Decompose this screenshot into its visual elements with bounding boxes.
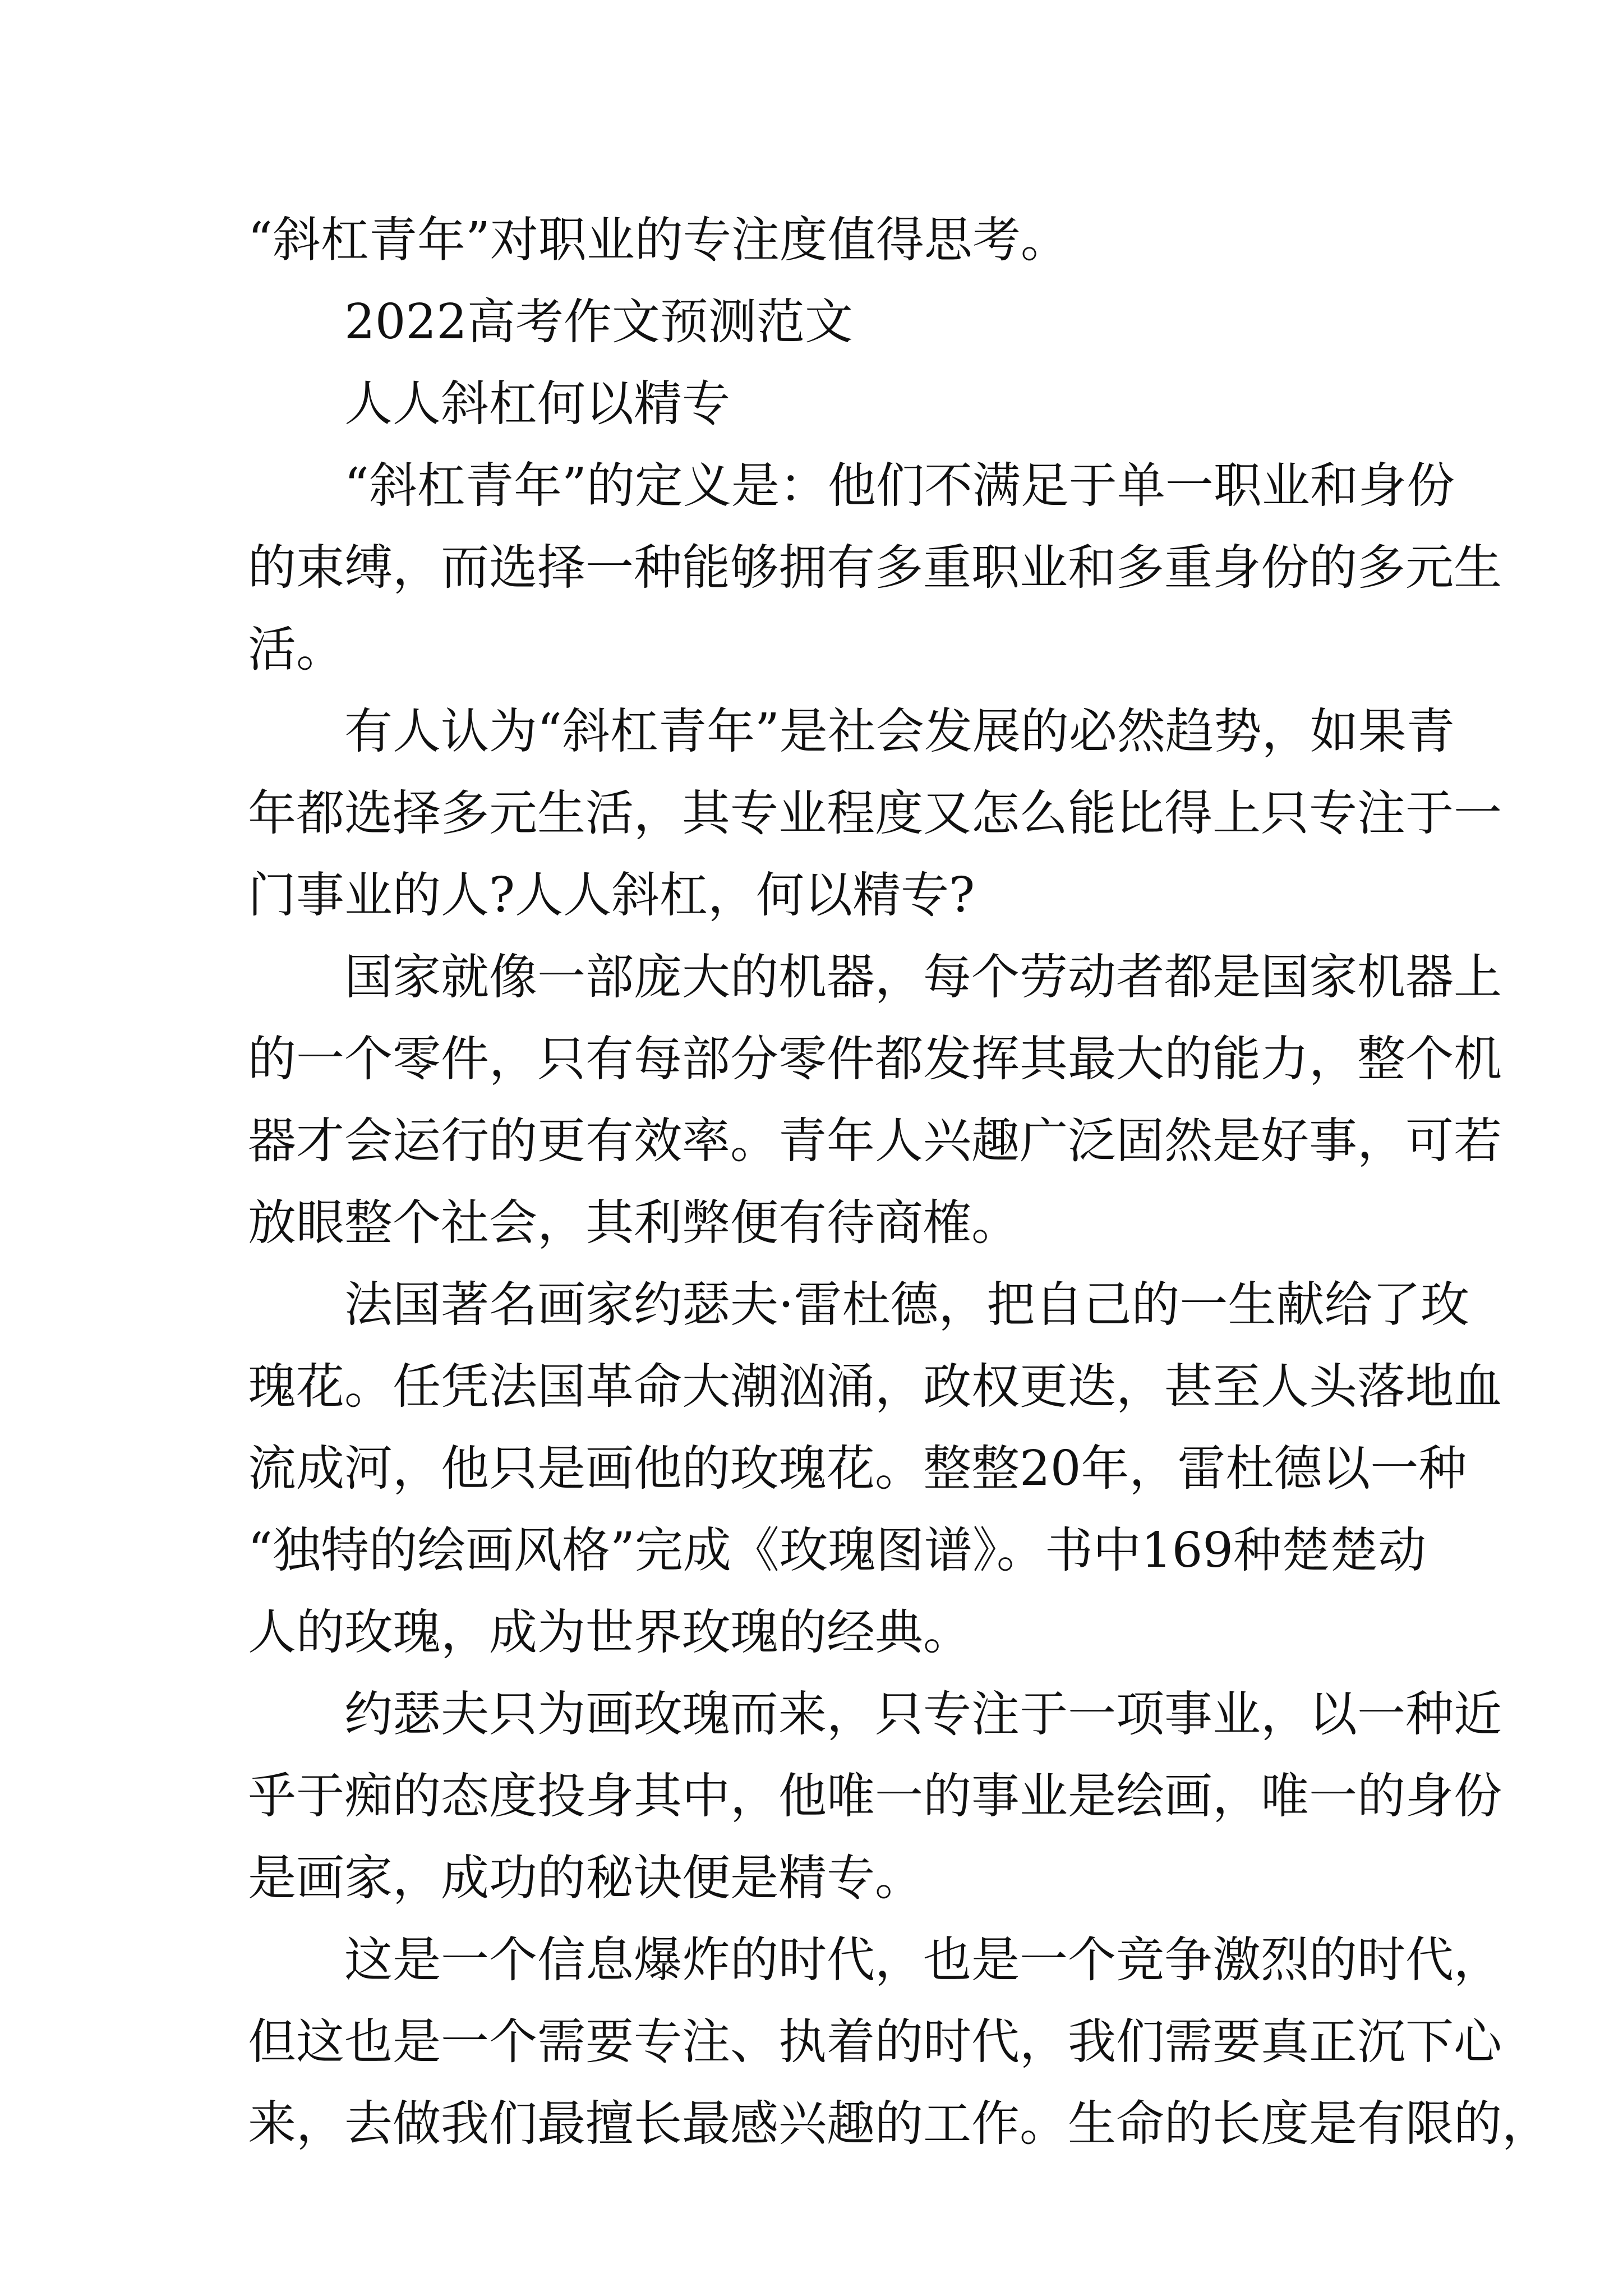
- text-line: 是画家，成功的秘诀便是精专。: [248, 1850, 923, 1906]
- text-line: 活。: [248, 622, 344, 678]
- text-line: 器才会运行的更有效率。青年人兴趣广泛固然是好事，可若: [248, 1113, 1502, 1169]
- text-line: 的一个零件，只有每部分零件都发挥其最大的能力，整个机: [248, 1031, 1502, 1087]
- text-line: 门事业的人?人人斜杠，何以精专?: [248, 867, 975, 923]
- text-line: 但这也是一个需要专注、执着的时代，我们需要真正沉下心: [248, 2014, 1502, 2070]
- article-title: 人人斜杠何以精专: [248, 376, 730, 432]
- text-line: “斜杠青年”的定义是：他们不满足于单一职业和身份: [248, 458, 1455, 514]
- text-line: 这是一个信息爆炸的时代，也是一个竞争激烈的时代，: [248, 1932, 1502, 1988]
- text-line: 年都选择多元生活，其专业程度又怎么能比得上只专注于一: [248, 785, 1502, 841]
- article-heading: 2022高考作文预测范文: [248, 294, 853, 350]
- text-line: 的束缚，而选择一种能够拥有多重职业和多重身份的多元生: [248, 540, 1502, 596]
- text-line: 流成河，他只是画他的玫瑰花。整整20年，雷杜德以一种: [248, 1441, 1467, 1497]
- article-text: [248, 199, 1550, 2165]
- text-line: 来，去做我们最擅长最感兴趣的工作。生命的长度是有限的，: [248, 2096, 1550, 2152]
- text-line: 放眼整个社会，其利弊便有待商榷。: [248, 1195, 1020, 1251]
- text-line: “斜杠青年”对职业的专注度值得思考。: [248, 212, 1069, 268]
- text-line: 法国著名画家约瑟夫·雷杜德，把自己的一生献给了玫: [248, 1277, 1469, 1333]
- text-line: 国家就像一部庞大的机器，每个劳动者都是国家机器上: [248, 949, 1502, 1005]
- text-line: 乎于痴的态度投身其中，他唯一的事业是绘画，唯一的身份: [248, 1768, 1502, 1824]
- text-line: 人的玫瑰，成为世界玫瑰的经典。: [248, 1604, 971, 1660]
- text-line: 约瑟夫只为画玫瑰而来，只专注于一项事业，以一种近: [248, 1686, 1502, 1742]
- text-line: 有人认为“斜杠青年”是社会发展的必然趋势，如果青: [248, 703, 1455, 760]
- text-line: 瑰花。任凭法国革命大潮汹涌，政权更迭，甚至人头落地血: [248, 1359, 1502, 1415]
- text-line: “独特的绘画风格”完成《玫瑰图谱》。书中169种楚楚动: [248, 1522, 1427, 1579]
